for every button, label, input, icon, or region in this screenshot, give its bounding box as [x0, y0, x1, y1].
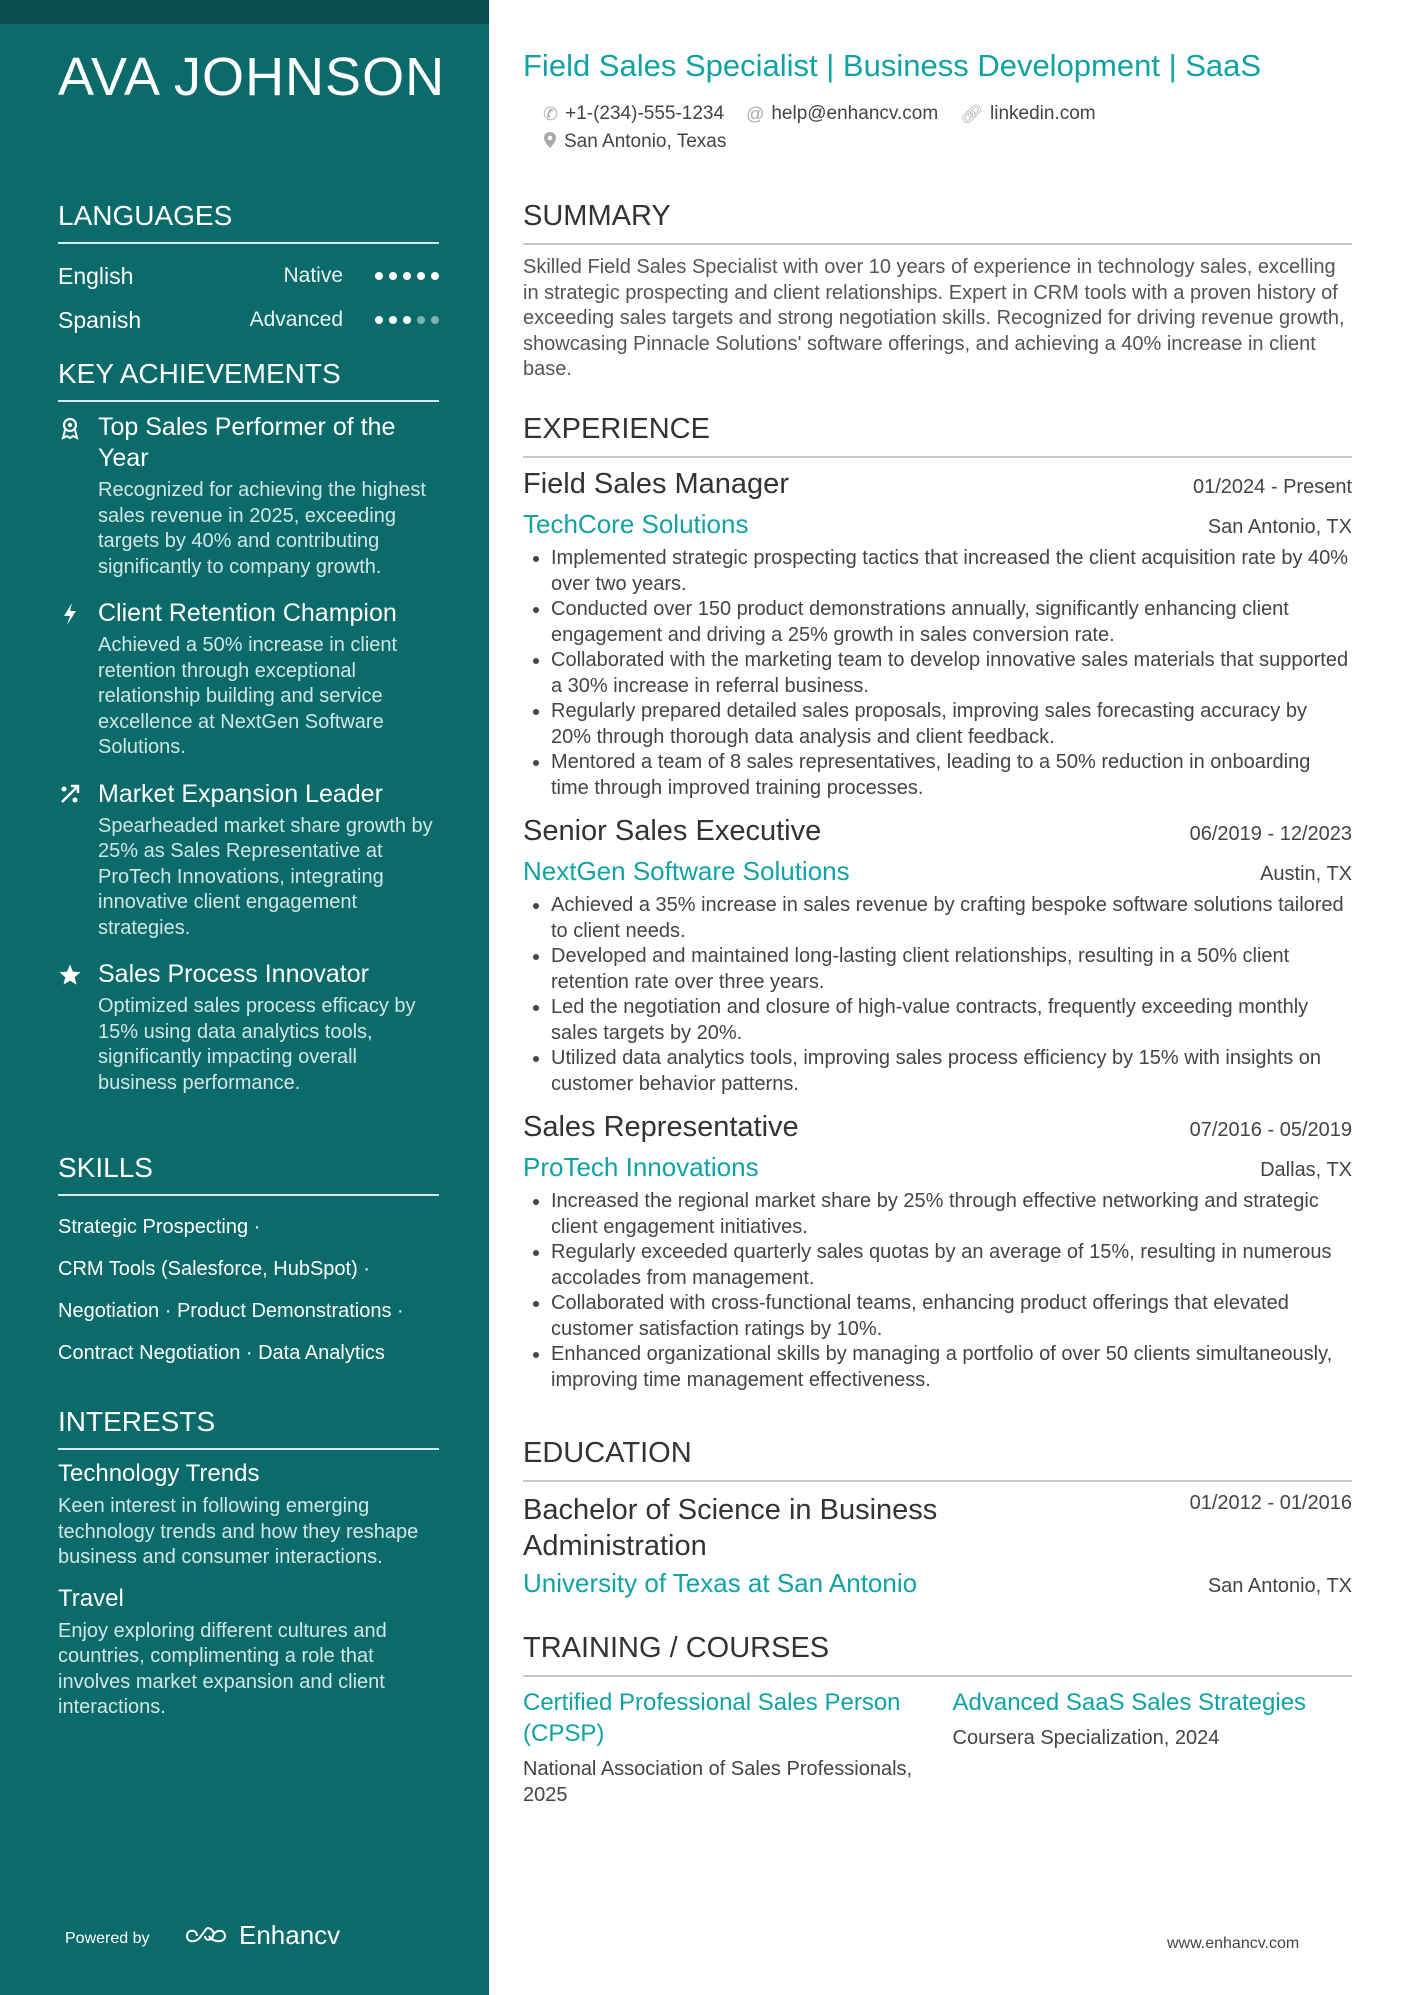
- sidebar: [0, 0, 489, 1995]
- achievement-item: [58, 412, 439, 580]
- location-pin-icon: [543, 131, 557, 154]
- course-item: [953, 1687, 1353, 1808]
- skill-line: CRM Tools (Salesforce, HubSpot) ·: [58, 1258, 370, 1280]
- job-entry: [523, 815, 1352, 1097]
- job-date: 07/2016 - 05/2019: [1189, 1119, 1352, 1141]
- experience-section: [523, 413, 1352, 1407]
- phone-icon: ✆: [543, 103, 559, 124]
- achievement-title: Market Expansion Leader: [98, 779, 383, 808]
- skill-line: Contract Negotiation · Data Analytics: [58, 1342, 385, 1364]
- course-title: Advanced SaaS Sales Strategies: [952, 1689, 1307, 1716]
- language-row: [58, 254, 439, 298]
- bullet-item: • Developed and maintained long-lasting client relationships, resulting in a 50% client retention rate over three years.: [551, 944, 1352, 995]
- link-icon: 🔗︎: [960, 103, 984, 124]
- achievement-title: Sales Process Innovator: [98, 960, 369, 988]
- language-proficiency-dots: [375, 316, 439, 324]
- bullet-item: • Led the negotiation and closure of high-value contracts, frequently exceeding monthly sales targets by 20%.: [551, 995, 1352, 1046]
- achievement-title: Client Retention Champion: [98, 599, 397, 627]
- lightning-icon: [58, 602, 82, 626]
- bullet-item: • Conducted over 150 product demonstrations annually, significantly enhancing client engagement and driving a 25% growth in sales conversion rate.: [551, 597, 1352, 648]
- bullet-item: • Achieved a 35% increase in sales revenue by crafting bespoke software solutions tailored to client needs.: [551, 893, 1352, 944]
- achievement-item: [58, 598, 439, 761]
- star-icon: [58, 963, 82, 987]
- job-company: TechCore Solutions: [523, 509, 749, 539]
- language-row: [58, 298, 439, 342]
- course-description: National Association of Sales Professionals, 2025: [523, 1758, 913, 1806]
- languages-heading: LANGUAGES: [58, 200, 439, 244]
- training-section: [523, 1632, 1352, 1808]
- achievement-description: Recognized for achieving the highest sales revenue in 2025, exceeding targets by 40% and contributing significantly to company growth.: [98, 479, 426, 578]
- course-title: Certified Professional Sales Person (CPSP): [523, 1689, 901, 1747]
- job-entry: [523, 468, 1352, 801]
- job-entry: [523, 1111, 1352, 1393]
- skill-line: Negotiation · Product Demonstrations ·: [58, 1300, 404, 1322]
- job-company: ProTech Innovations: [523, 1152, 759, 1182]
- job-title: Sales Representative: [523, 1111, 799, 1143]
- award-icon: [58, 416, 82, 440]
- email-contact[interactable]: @ help@enhancv.com: [746, 103, 939, 124]
- bullet-item: • Mentored a team of 8 sales representatives, leading to a 50% reduction in onboarding time through improved training processes.: [551, 750, 1352, 801]
- sidebar-top-bar: [0, 0, 489, 24]
- job-title: Senior Sales Executive: [523, 815, 822, 847]
- powered-by-label: Powered by: [65, 1930, 150, 1947]
- course-description: Coursera Specialization, 2024: [952, 1727, 1220, 1749]
- job-bullets: [523, 1189, 1352, 1393]
- achievement-description: Spearheaded market share growth by 25% as Sales Representative at ProTech Innovations, integrating innovative client engagement strategies.: [98, 814, 433, 939]
- education-heading: EDUCATION: [523, 1437, 1352, 1482]
- job-location: Dallas, TX: [1260, 1159, 1352, 1181]
- experience-heading: EXPERIENCE: [523, 413, 1352, 458]
- language-level: Native: [283, 264, 343, 287]
- achievement-item: [58, 779, 439, 942]
- summary-section: [523, 200, 1352, 383]
- footer-website[interactable]: www.enhancv.com: [1167, 1935, 1300, 1952]
- key-achievements-section: [58, 358, 439, 1114]
- education-section: [523, 1437, 1352, 1599]
- job-date: 06/2019 - 12/2023: [1189, 823, 1352, 845]
- job-bullets: [523, 546, 1352, 801]
- expand-icon: [58, 783, 82, 807]
- course-item: [523, 1687, 923, 1808]
- achievement-title: Top Sales Performer of the Year: [98, 413, 396, 472]
- enhancv-logo[interactable]: [185, 1920, 340, 1951]
- contact-info: [543, 100, 1096, 156]
- languages-section: [58, 200, 439, 342]
- bullet-item: • Utilized data analytics tools, improving sales process efficiency by 15% with insights on customer behavior patterns.: [551, 1046, 1352, 1097]
- language-name: English: [58, 262, 134, 289]
- interests-section: [58, 1406, 439, 1735]
- job-location: San Antonio, TX: [1207, 516, 1352, 538]
- enhancv-brand: Enhancv: [239, 1920, 341, 1950]
- bullet-item: • Increased the regional market share by 25% through effective networking and strategic client engagement initiatives.: [551, 1189, 1352, 1240]
- linkedin-contact[interactable]: 🔗︎ linkedin.com: [960, 103, 1096, 124]
- location-contact: San Antonio, Texas: [543, 131, 726, 154]
- education-degree: Bachelor of Science in Business Administration: [523, 1494, 938, 1562]
- job-date: 01/2024 - Present: [1193, 476, 1352, 498]
- bullet-item: • Regularly prepared detailed sales proposals, improving sales forecasting accuracy by 20% through thorough data analysis and client feedback.: [551, 699, 1352, 750]
- interest-title: Travel: [58, 1584, 124, 1612]
- job-bullets: [523, 893, 1352, 1097]
- language-name: Spanish: [58, 306, 142, 333]
- job-company: NextGen Software Solutions: [523, 856, 850, 886]
- language-proficiency-dots: [375, 272, 439, 280]
- achievement-description: Optimized sales process efficacy by 15% using data analytics tools, significantly impacting overall business performance.: [98, 995, 416, 1094]
- skill-line: Strategic Prospecting ·: [58, 1216, 261, 1238]
- job-title: Field Sales Manager: [523, 468, 789, 500]
- job-location: Austin, TX: [1260, 863, 1352, 885]
- achievement-item: [58, 959, 439, 1096]
- bullet-item: • Collaborated with cross-functional teams, enhancing product offerings that elevated customer satisfaction ratings by 10%.: [551, 1291, 1352, 1342]
- candidate-name: AVA JOHNSON: [58, 47, 446, 107]
- education-school: University of Texas at San Antonio: [523, 1568, 918, 1598]
- phone-contact[interactable]: ✆ +1-(234)-555-1234: [543, 103, 725, 124]
- summary-heading: SUMMARY: [523, 200, 1352, 245]
- at-icon: @: [746, 103, 765, 124]
- education-location: San Antonio, TX: [1207, 1575, 1352, 1597]
- bullet-item: • Regularly exceeded quarterly sales quotas by an average of 15%, resulting in numerous accolades from management.: [551, 1240, 1352, 1291]
- interest-description: Keen interest in following emerging technology trends and how they reshape business and consumer interactions.: [58, 1495, 419, 1568]
- bullet-item: • Implemented strategic prospecting tactics that increased the client acquisition rate by 40% over two years.: [551, 546, 1352, 597]
- interest-description: Enjoy exploring different cultures and countries, complimenting a role that involves market expansion and client interactions.: [58, 1619, 387, 1718]
- headline: Field Sales Specialist | Business Development | SaaS: [523, 48, 1262, 83]
- skills-section: [58, 1152, 439, 1374]
- training-heading: TRAINING / COURSES: [523, 1632, 1352, 1677]
- achievement-description: Achieved a 50% increase in client retention through exceptional relationship building and service excellence at NextGen Software Solutions.: [98, 634, 398, 758]
- skills-heading: SKILLS: [58, 1152, 439, 1196]
- key-achievements-heading: KEY ACHIEVEMENTS: [58, 358, 439, 402]
- infinity-logo-icon: [185, 1925, 231, 1947]
- language-level: Advanced: [249, 308, 343, 331]
- summary-text: Skilled Field Sales Specialist with over 10 years of experience in technology sales, excelling in strategic prospecting and client relationships. Expert in CRM tools with a proven history of exceeding sales targets and strong negotiation skills. Recognized for driving revenue growth, showcasing Pinnacle Solutions' software offerings, and achieving a 40% increase in client base.: [523, 256, 1345, 380]
- interests-heading: INTERESTS: [58, 1406, 439, 1450]
- education-date: 01/2012 - 01/2016: [1189, 1492, 1352, 1514]
- bullet-item: • Enhanced organizational skills by managing a portfolio of over 50 clients simultaneously, improving time management effectiveness.: [551, 1342, 1352, 1393]
- bullet-item: • Collaborated with the marketing team to develop innovative sales materials that supported a 30% increase in referral business.: [551, 648, 1352, 699]
- interest-title: Technology Trends: [58, 1460, 260, 1487]
